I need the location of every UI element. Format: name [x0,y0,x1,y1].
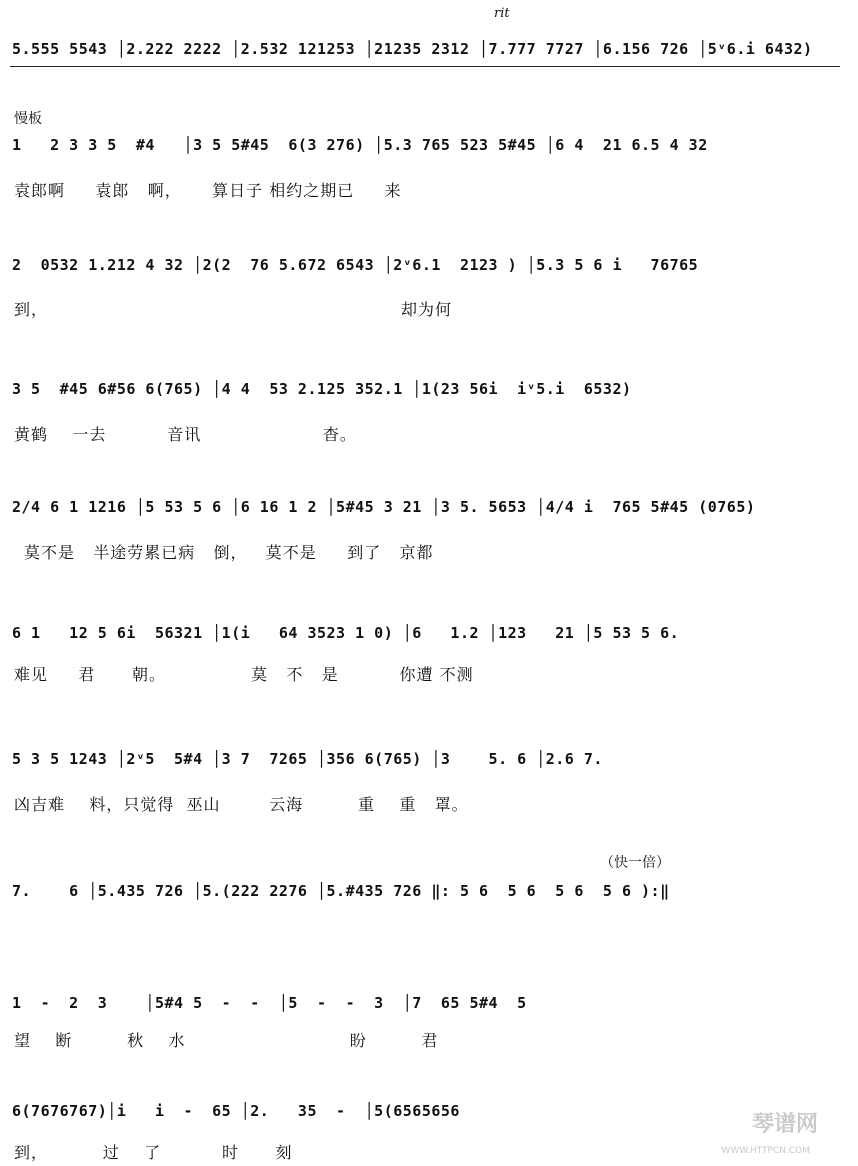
tempo-slow-mark: 慢板 [14,111,42,127]
lyric-row-7: 凶吉难 料，只觉得 巫山 云海 重 重 罩。 [14,795,469,814]
lyric-row-5: 莫不是 半途劳累已病 倒， 莫不是 到了 京都 [24,543,434,562]
score-row-5-notes: 2/4 6 1 1216 │5 53 5 6 │6 16 1 2 │5#45 3 21 │3 5. 5653 │4/4 i 765 5#45 (0765) [12,498,756,516]
lyric-row-10: 到， 过 了 时 刻 [14,1143,293,1162]
lyric-row-2: 袁郎啊 袁郎 啊， 算日子 相约之期已 来 [14,181,402,200]
score-row-1-notes: 5.555 5543 │2.222 2222 │2.532 121253 │21235 2312 │7.777 7727 │6.156 726 │5ᵛ6.i 6432) [12,40,813,58]
watermark-url: WWW.HTTPCN.COM [721,1146,810,1156]
watermark-logo: 琴谱网 [751,1112,818,1137]
score-row-7-notes: 5 3 5 1243 │2ᵛ5 5#4 │3 7 7265 │356 6(765) │3 5. 6 │2.6 7. [12,750,603,768]
score-row-6-notes: 6 1 12 5 6i 56321 │1(i 64 3523 1 0) │6 1.2 │123 21 │5 53 5 6. [12,624,680,642]
score-row-10-notes: 6(7676767)│i i - 65 │2. 35 - │5(6565656 [12,1102,460,1120]
tempo-fast-mark: （快一倍） [600,855,670,871]
score-row-9-notes: 1 - 2 3 │5#4 5 - - │5 - - 3 │7 65 5#4 5 [12,994,527,1012]
score-row-2-notes: 1 2 3 3 5 #4 │3 5 5#45 6(3 276) │5.3 765 523 5#45 │6 4 21 6.5 4 32 [12,136,708,154]
lyric-row-4: 黄鹤 一去 音讯 杳。 [14,425,357,444]
row-1-underline [10,66,840,67]
score-row-8-notes: 7. 6 │5.435 726 │5.(222 2276 │5.#435 726 ‖: 5 6 5 6 5 6 5 6 ):‖ [12,882,670,900]
lyric-row-3: 到， 却为何 [14,300,452,319]
score-row-3-notes: 2 0532 1.212 4 32 │2(2 76 5.672 6543 │2ᵛ6.1 2123 ) │5.3 5 6 i 76765 [12,256,699,274]
lyric-row-6: 难见 君 朝。 莫 不 是 你遭 不测 [14,665,474,684]
lyric-row-9: 望 断 秋 水 盼 君 [14,1031,439,1050]
score-row-4-notes: 3 5 #45 6#56 6(765) │4 4 53 2.125 352.1 │1(23 56i iᵛ5.i 6532) [12,380,632,398]
rit-mark: rit [494,6,510,21]
